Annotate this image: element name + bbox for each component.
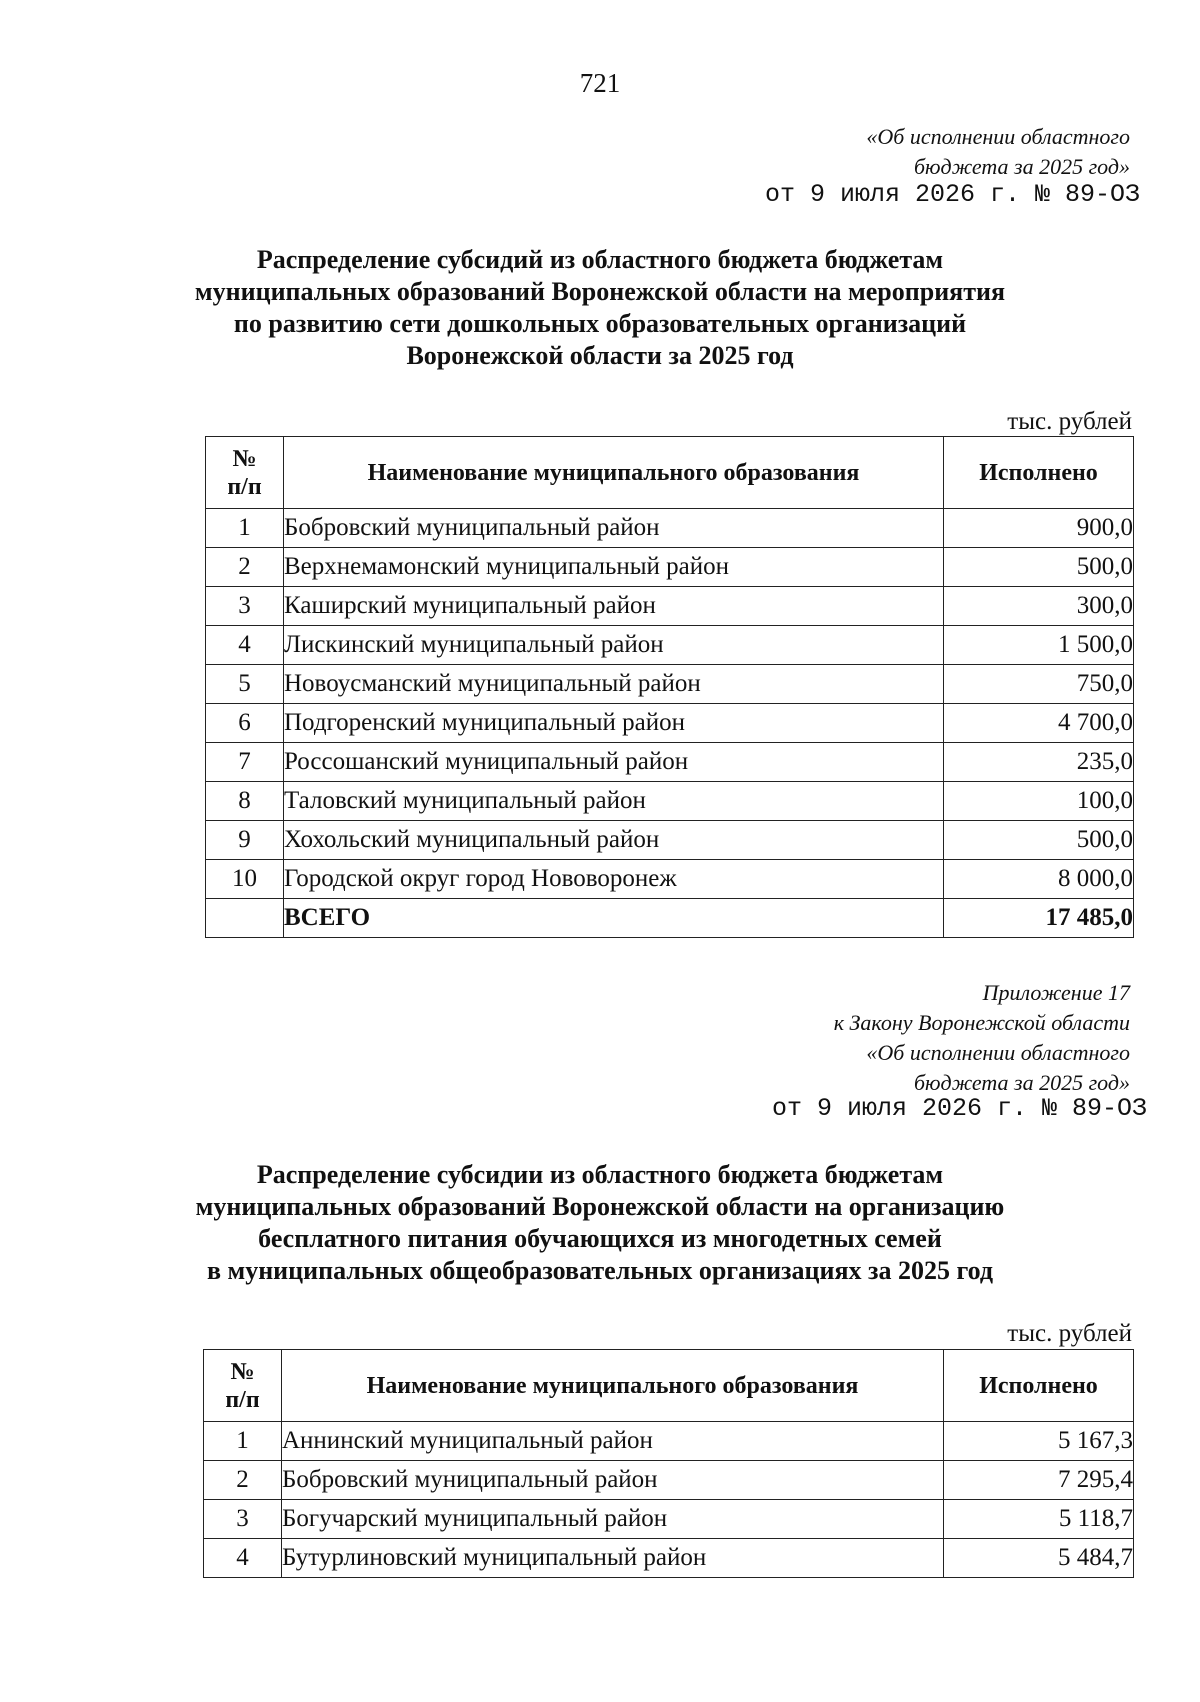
row-number: 5 [206,665,284,704]
row-number: 1 [204,1422,282,1461]
table-row [206,782,1134,821]
header-line: «Об исполнении областного [866,1040,1130,1065]
row-value: 1 500,0 [944,626,1134,665]
row-name: Хохольский муниципальный район [284,821,944,860]
unit-label-2: тыс. рублей [1007,1320,1132,1347]
table-row [206,704,1134,743]
table-row [204,1500,1134,1539]
row-number: 2 [206,548,284,587]
row-value: 5 484,7 [944,1539,1134,1578]
total-value: 17 485,0 [944,899,1134,938]
row-name: Бобровский муниципальный район [282,1461,944,1500]
row-value: 235,0 [944,743,1134,782]
col-name-header: Наименование муниципального образования [284,437,944,509]
row-name: Подгоренский муниципальный район [284,704,944,743]
table-row [206,860,1134,899]
col-name-header: Наименование муниципального образования [282,1350,944,1422]
subsidy-table-1 [205,436,1134,938]
row-value: 100,0 [944,782,1134,821]
row-name: Верхнемамонский муниципальный район [284,548,944,587]
row-name: Таловский муниципальный район [284,782,944,821]
row-name: Бобровский муниципальный район [284,509,944,548]
title-line: муниципальных образований Воронежской области на организацию [195,1192,1005,1221]
row-value: 8 000,0 [944,860,1134,899]
row-name: Россошанский муниципальный район [284,743,944,782]
row-number: 3 [204,1500,282,1539]
total-row [206,899,1134,938]
row-value: 300,0 [944,587,1134,626]
row-number: 2 [204,1461,282,1500]
title-line: по развитию сети дошкольных образовательных организаций [233,309,967,338]
row-value: 500,0 [944,548,1134,587]
appendix-header-1 [700,122,1130,182]
signature-line-1: от 9 июля 2026 г. № 89-ОЗ [764,180,1140,209]
section-title-1 [0,244,1200,372]
signature-line-2: от 9 июля 2026 г. № 89-ОЗ [771,1094,1147,1123]
table-row [206,548,1134,587]
table-row [206,821,1134,860]
col-number-header [206,437,284,509]
title-line: бесплатного питания обучающихся из многодетных семей [258,1224,942,1253]
row-value: 500,0 [944,821,1134,860]
row-value: 750,0 [944,665,1134,704]
col-number-line-2: п/п [225,1386,260,1413]
title-line: Распределение субсидии из областного бюджета бюджетам [256,1160,944,1189]
col-number-line-2: п/п [227,473,262,500]
col-number-line-1: № [230,1358,255,1385]
total-label: ВСЕГО [284,899,944,938]
row-number: 7 [206,743,284,782]
row-number: 10 [206,860,284,899]
table-row [204,1539,1134,1578]
row-value: 4 700,0 [944,704,1134,743]
table-row [206,509,1134,548]
table-row [206,587,1134,626]
row-name: Лискинский муниципальный район [284,626,944,665]
title-line: Воронежской области за 2025 год [406,341,794,370]
row-name: Новоусманский муниципальный район [284,665,944,704]
page-number: 721 [579,68,621,98]
table-header-row [206,437,1134,509]
row-number: 4 [206,626,284,665]
row-name: Богучарский муниципальный район [282,1500,944,1539]
row-name: Аннинский муниципальный район [282,1422,944,1461]
row-number: 9 [206,821,284,860]
header-line: «Об исполнении областного [866,124,1130,149]
row-number: 4 [204,1539,282,1578]
col-number-line-1: № [232,445,257,472]
header-line: к Закону Воронежской области [833,1010,1130,1035]
table-row [206,626,1134,665]
row-value: 900,0 [944,509,1134,548]
row-name: Городской округ город Нововоронеж [284,860,944,899]
subsidy-table-2 [203,1349,1134,1578]
appendix-header-2 [700,978,1130,1098]
title-line: Распределение субсидий из областного бюджета бюджетам [256,245,944,274]
header-line: бюджета за 2025 год» [913,154,1130,179]
row-number: 6 [206,704,284,743]
row-number: 3 [206,587,284,626]
table-row [204,1422,1134,1461]
row-value: 5 118,7 [944,1500,1134,1539]
row-number: 1 [206,509,284,548]
row-value: 5 167,3 [944,1422,1134,1461]
row-number: 8 [206,782,284,821]
table-row [206,743,1134,782]
row-name: Бутурлиновский муниципальный район [282,1539,944,1578]
section-title-2 [0,1159,1200,1287]
col-value-header: Исполнено [944,1350,1134,1422]
col-value-header: Исполнено [944,437,1134,509]
title-line: муниципальных образований Воронежской области на мероприятия [194,277,1006,306]
header-line: бюджета за 2025 год» [913,1070,1130,1095]
total-number-cell [206,899,284,938]
title-line: в муниципальных общеобразовательных организациях за 2025 год [206,1256,994,1285]
table-header-row [204,1350,1134,1422]
col-number-header [204,1350,282,1422]
unit-label-1: тыс. рублей [1007,408,1132,435]
table-row [204,1461,1134,1500]
row-value: 7 295,4 [944,1461,1134,1500]
row-name: Каширский муниципальный район [284,587,944,626]
header-line: Приложение 17 [982,980,1130,1005]
table-row [206,665,1134,704]
